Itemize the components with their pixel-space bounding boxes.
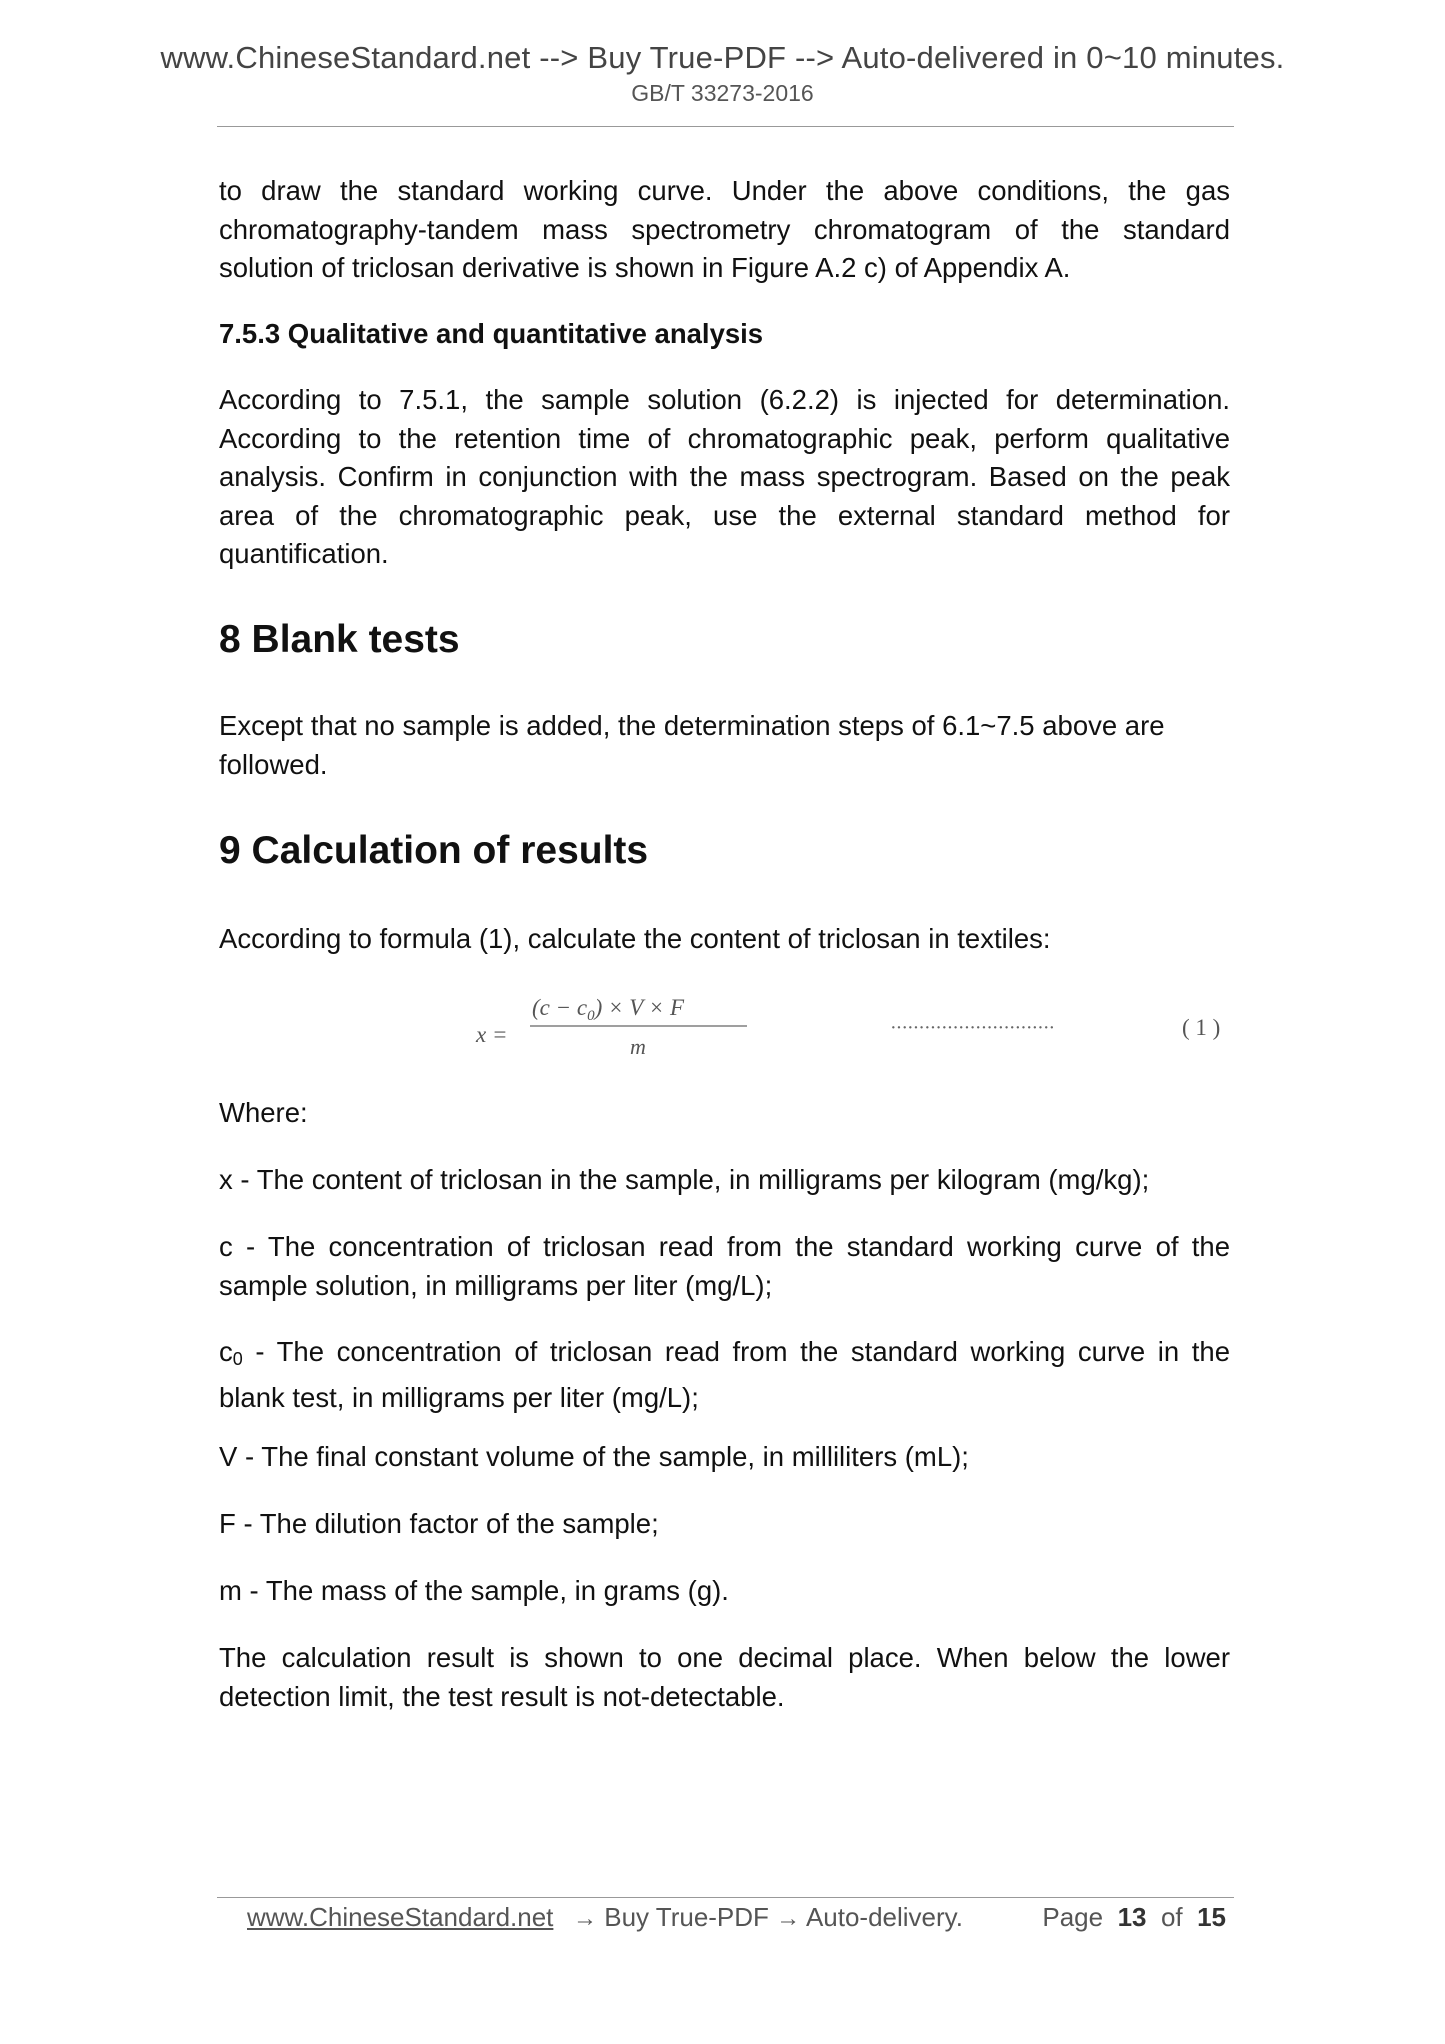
arrow-right-icon: → — [776, 1905, 801, 1932]
intro-paragraph: to draw the standard working curve. Under the above conditions, the gas chromatography-tandem mass spectrometry chromatogram of the standard solution of triclosan derivative is shown in Figure A.2 c) of Appendix A. — [219, 175, 1230, 283]
definition-v: V - The final constant volume of the sample, in milliliters (mL); — [219, 1441, 969, 1472]
result-note: The calculation result is shown to one decimal place. When below the lower detection limit, the test result is not-detectable. — [219, 1642, 1230, 1712]
formula-leader-dots: ····························· — [890, 1017, 1055, 1039]
top-banner-link[interactable]: www.ChineseStandard.net --> Buy True-PDF --> Auto-delivered in 0~10 minutes. — [160, 40, 1285, 75]
formula-lhs: x = — [476, 1022, 508, 1047]
section-9-intro: According to formula (1), calculate the content of triclosan in textiles: — [219, 923, 1051, 954]
formula-number: ( 1 ) — [1182, 1015, 1221, 1040]
definition-f: F - The dilution factor of the sample; — [219, 1508, 659, 1539]
section-9-heading: 9 Calculation of results — [219, 829, 649, 872]
definition-m: m - The mass of the sample, in grams (g). — [219, 1575, 729, 1606]
header-divider — [217, 126, 1234, 127]
formula-denominator: m — [630, 1034, 646, 1059]
section-8-heading: 8 Blank tests — [219, 618, 460, 661]
formula-numerator: $(c - c_0) \times V \times F$ — [532, 995, 684, 1024]
page-footer — [219, 1902, 1230, 1942]
section-8-text: Except that no sample is added, the determination steps of 6.1~7.5 above are followed. — [219, 710, 1165, 780]
footer-divider — [217, 1897, 1234, 1898]
definition-c0: $c_0$ - The concentration of triclosan read from the standard working curve in the blank test, in milligrams per liter (mg/L); — [219, 1336, 1230, 1413]
page-indicator: Page 13 of 15 — [1042, 1902, 1226, 1932]
formula-1 — [470, 982, 1250, 1064]
section-7-5-3-text: According to 7.5.1, the sample solution (6.2.2) is injected for determination. According to the retention time of chromatographic peak, perform qualitative analysis. Confirm in conjunction with the mass spectrogram. Based on the peak area of the chromatographic peak, use the external standard method for quantification. — [219, 384, 1230, 569]
footer-link[interactable]: www.ChineseStandard.net — [247, 1902, 554, 1932]
arrow-right-icon: → — [573, 1905, 597, 1932]
definition-c: c - The concentration of triclosan read from the standard working curve of the sample solution, in milligrams per liter (mg/L); — [219, 1231, 1230, 1301]
section-7-5-3-heading: 7.5.3 Qualitative and quantitative analysis — [219, 318, 764, 349]
definition-x: x - The content of triclosan in the sample, in milligrams per kilogram (mg/kg); — [219, 1164, 1150, 1195]
standard-code: GB/T 33273-2016 — [631, 80, 814, 106]
where-label: Where: — [219, 1097, 308, 1128]
footer-buy-text: → Buy True-PDF → Auto-delivery. — [573, 1902, 963, 1932]
